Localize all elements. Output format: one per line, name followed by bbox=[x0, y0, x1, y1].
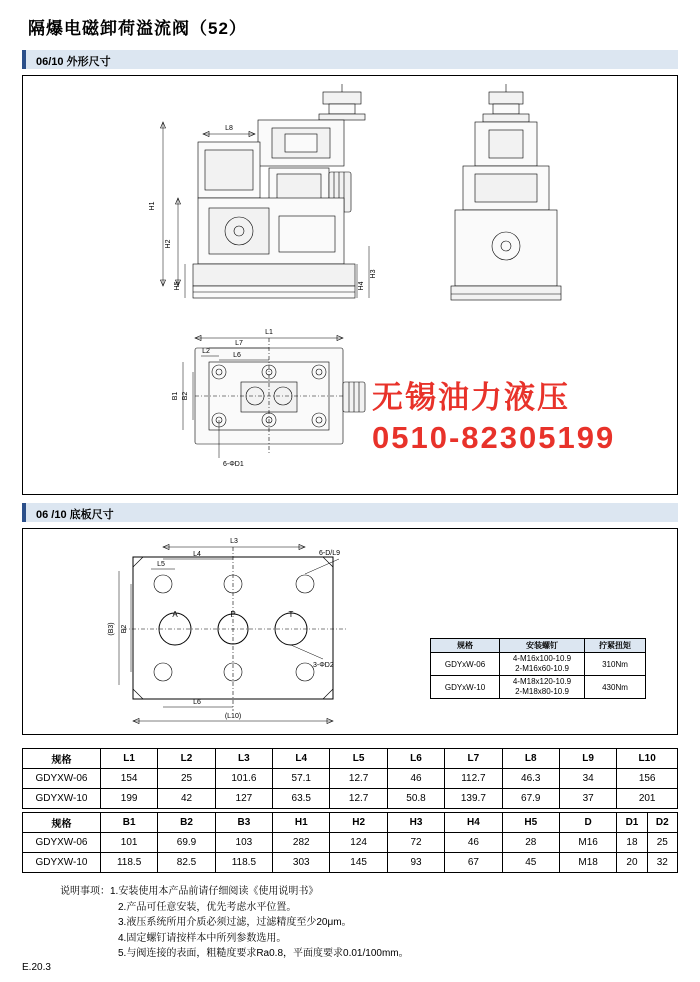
dim-l-r1-c0: GDYXW-10 bbox=[23, 789, 101, 809]
dim-l-header-3: L3 bbox=[215, 749, 272, 769]
dim-bh-r0-c0: GDYXW-06 bbox=[23, 833, 101, 853]
dim-bh-r0-c6: 72 bbox=[387, 833, 444, 853]
section-header-baseplate-label: 06 /10 底板尺寸 bbox=[36, 509, 114, 521]
dim-l-header-8: L8 bbox=[502, 749, 559, 769]
section-header-baseplate bbox=[22, 503, 678, 522]
dim-l-r0-c6: 46 bbox=[387, 769, 444, 789]
svg-text:L7: L7 bbox=[235, 340, 243, 347]
dim-l-r0-c9: 34 bbox=[559, 769, 616, 789]
dim-bh-header-6: H3 bbox=[387, 813, 444, 833]
notes-line-1 bbox=[60, 884, 409, 900]
svg-text:B2: B2 bbox=[121, 624, 128, 634]
svg-text:A: A bbox=[172, 610, 178, 619]
svg-text:L6: L6 bbox=[193, 699, 201, 706]
dim-bh-r0-c2: 69.9 bbox=[158, 833, 215, 853]
bolt-spec-table bbox=[430, 638, 646, 699]
dim-bh-r1-c5: 145 bbox=[330, 853, 387, 873]
dim-bh-header-7: H4 bbox=[445, 813, 502, 833]
dim-bh-header-3: B3 bbox=[215, 813, 272, 833]
watermark-company: 无锡油力液压 bbox=[372, 380, 570, 415]
dim-bh-r0-c3: 103 bbox=[215, 833, 272, 853]
dim-l-header-7: L7 bbox=[445, 749, 502, 769]
svg-text:B1: B1 bbox=[172, 391, 179, 401]
bolt-table-row bbox=[431, 676, 646, 699]
watermark-phone: 0510-82305199 bbox=[372, 420, 616, 455]
dim-bh-header-2: B2 bbox=[158, 813, 215, 833]
notes-item-3: 3.液压系统所用介质必须过滤，过滤精度至少20μm。 bbox=[118, 917, 352, 928]
dim-bh-r1-c8: 45 bbox=[502, 853, 559, 873]
dimension-table-bh-header-row bbox=[23, 813, 678, 833]
dim-bh-header-5: H2 bbox=[330, 813, 387, 833]
dim-l-r1-c10: 201 bbox=[617, 789, 678, 809]
svg-text:H3: H3 bbox=[370, 269, 377, 279]
svg-text:L6: L6 bbox=[233, 352, 241, 359]
notes-block bbox=[60, 884, 409, 962]
bolt-cell-model: GDYxW-06 bbox=[431, 653, 500, 676]
dim-l-header-4: L4 bbox=[273, 749, 330, 769]
svg-text:6-D/L9: 6-D/L9 bbox=[319, 550, 341, 557]
dim-l-r1-c9: 37 bbox=[559, 789, 616, 809]
bolt-table-header-row bbox=[431, 639, 646, 653]
svg-text:L4: L4 bbox=[193, 551, 201, 558]
dim-l-r0-c0: GDYXW-06 bbox=[23, 769, 101, 789]
dimension-table-l bbox=[22, 748, 678, 809]
dim-l-r1-c1: 199 bbox=[100, 789, 157, 809]
dim-bh-header-0: 规格 bbox=[23, 813, 101, 833]
dim-bh-header-10: D1 bbox=[617, 813, 647, 833]
bolt-cell-screw-line2: 2-M16x60-10.9 bbox=[515, 664, 569, 673]
table-row bbox=[23, 853, 678, 873]
svg-text:H1: H1 bbox=[149, 201, 156, 211]
dim-bh-r0-c9: M16 bbox=[559, 833, 616, 853]
dim-bh-r1-c9: M18 bbox=[559, 853, 616, 873]
svg-text:L1: L1 bbox=[265, 329, 273, 336]
svg-text:H4: H4 bbox=[358, 281, 365, 291]
bolt-cell-screw-line2: 2-M18x80-10.9 bbox=[515, 687, 569, 696]
dim-l-r1-c2: 42 bbox=[158, 789, 215, 809]
svg-text:H2: H2 bbox=[165, 239, 172, 249]
section-header-outline-label: 06/10 外形尺寸 bbox=[36, 56, 111, 68]
svg-text:H5: H5 bbox=[174, 281, 181, 291]
section-header-outline bbox=[22, 50, 678, 69]
dim-bh-r1-c1: 118.5 bbox=[100, 853, 157, 873]
svg-text:(L10): (L10) bbox=[224, 713, 242, 720]
dim-l-r1-c4: 63.5 bbox=[273, 789, 330, 809]
notes-item-2: 2.产品可任意安装，优先考虑水平位置。 bbox=[118, 901, 297, 913]
dimension-table-bh bbox=[22, 812, 678, 873]
bolt-cell-screw bbox=[500, 653, 585, 676]
svg-text:L8: L8 bbox=[225, 125, 233, 132]
bolt-cell-torque: 310Nm bbox=[585, 653, 646, 676]
dim-bh-header-4: H1 bbox=[273, 813, 330, 833]
dim-bh-r0-c10: 18 bbox=[617, 833, 647, 853]
dim-l-r0-c4: 57.1 bbox=[273, 769, 330, 789]
dim-l-header-9: L9 bbox=[559, 749, 616, 769]
notes-title: 说明事项： bbox=[60, 886, 110, 897]
bolt-header-torque: 拧紧扭矩 bbox=[585, 639, 646, 653]
dim-l-r0-c2: 25 bbox=[158, 769, 215, 789]
page-title: 隔爆电磁卸荷溢流阀（52） bbox=[28, 19, 247, 38]
svg-text:L3: L3 bbox=[230, 538, 238, 545]
dim-l-r1-c6: 50.8 bbox=[387, 789, 444, 809]
bolt-cell-screw bbox=[500, 676, 585, 699]
notes-item-1: 1.安装使用本产品前请仔细阅读《使用说明书》 bbox=[110, 886, 319, 897]
dim-l-r0-c3: 101.6 bbox=[215, 769, 272, 789]
dim-bh-r1-c11: 32 bbox=[647, 853, 677, 873]
dim-l-header-6: L6 bbox=[387, 749, 444, 769]
bolt-cell-screw-line1: 4-M18x120-10.9 bbox=[512, 677, 572, 686]
footer-page-code: E.20.3 bbox=[22, 962, 51, 973]
dim-l-r0-c7: 112.7 bbox=[445, 769, 502, 789]
baseplate-drawing-svg bbox=[23, 529, 677, 734]
dimension-table-l-header-row bbox=[23, 749, 678, 769]
bolt-header-model: 规格 bbox=[431, 639, 500, 653]
svg-text:T: T bbox=[288, 610, 294, 619]
table-row bbox=[23, 789, 678, 809]
dim-bh-header-1: B1 bbox=[100, 813, 157, 833]
dim-bh-r1-c2: 82.5 bbox=[158, 853, 215, 873]
dim-bh-r0-c8: 28 bbox=[502, 833, 559, 853]
dim-bh-r0-c7: 46 bbox=[445, 833, 502, 853]
dim-l-r1-c5: 12.7 bbox=[330, 789, 387, 809]
dim-l-r0-c8: 46.3 bbox=[502, 769, 559, 789]
table-row bbox=[23, 833, 678, 853]
notes-item-4: 4.固定螺钉请按样本中所列参数选用。 bbox=[118, 932, 287, 944]
table-row bbox=[23, 769, 678, 789]
svg-text:6-ΦD1: 6-ΦD1 bbox=[223, 461, 244, 468]
dim-l-header-2: L2 bbox=[158, 749, 215, 769]
dim-bh-r1-c7: 67 bbox=[445, 853, 502, 873]
bolt-cell-torque: 430Nm bbox=[585, 676, 646, 699]
dim-bh-header-9: D bbox=[559, 813, 616, 833]
dim-l-r1-c3: 127 bbox=[215, 789, 272, 809]
svg-text:3-ΦD2: 3-ΦD2 bbox=[313, 662, 334, 669]
dim-l-r0-c1: 154 bbox=[100, 769, 157, 789]
dim-bh-r0-c1: 101 bbox=[100, 833, 157, 853]
dim-bh-header-11: D2 bbox=[647, 813, 677, 833]
dim-l-header-5: L5 bbox=[330, 749, 387, 769]
dim-bh-r0-c11: 25 bbox=[647, 833, 677, 853]
svg-text:P: P bbox=[230, 610, 236, 619]
dim-l-header-1: L1 bbox=[100, 749, 157, 769]
baseplate-dimension-drawing bbox=[22, 528, 678, 735]
bolt-table-row bbox=[431, 653, 646, 676]
svg-text:(B3): (B3) bbox=[108, 622, 115, 636]
dim-l-r1-c8: 67.9 bbox=[502, 789, 559, 809]
dim-l-r1-c7: 139.7 bbox=[445, 789, 502, 809]
dim-bh-r0-c5: 124 bbox=[330, 833, 387, 853]
bolt-cell-model: GDYxW-10 bbox=[431, 676, 500, 699]
dim-l-r0-c5: 12.7 bbox=[330, 769, 387, 789]
notes-item-5: 5.与阀连接的表面，粗糙度要求Ra0.8，平面度要求0.01/100mm。 bbox=[118, 948, 409, 959]
dim-l-header-10: L10 bbox=[617, 749, 678, 769]
bolt-cell-screw-line1: 4-M16x100-10.9 bbox=[512, 654, 572, 663]
dim-bh-r0-c4: 282 bbox=[273, 833, 330, 853]
svg-text:L2: L2 bbox=[202, 348, 210, 355]
dim-bh-r1-c6: 93 bbox=[387, 853, 444, 873]
svg-text:B2: B2 bbox=[182, 391, 189, 401]
dim-bh-header-8: H5 bbox=[502, 813, 559, 833]
dim-bh-r1-c0: GDYXW-10 bbox=[23, 853, 101, 873]
dim-bh-r1-c10: 20 bbox=[617, 853, 647, 873]
bolt-header-screw: 安装螺钉 bbox=[500, 639, 585, 653]
dim-l-header-0: 规格 bbox=[23, 749, 101, 769]
dim-bh-r1-c3: 118.5 bbox=[215, 853, 272, 873]
dim-bh-r1-c4: 303 bbox=[273, 853, 330, 873]
dim-l-r0-c10: 156 bbox=[617, 769, 678, 789]
svg-text:L5: L5 bbox=[157, 561, 165, 568]
